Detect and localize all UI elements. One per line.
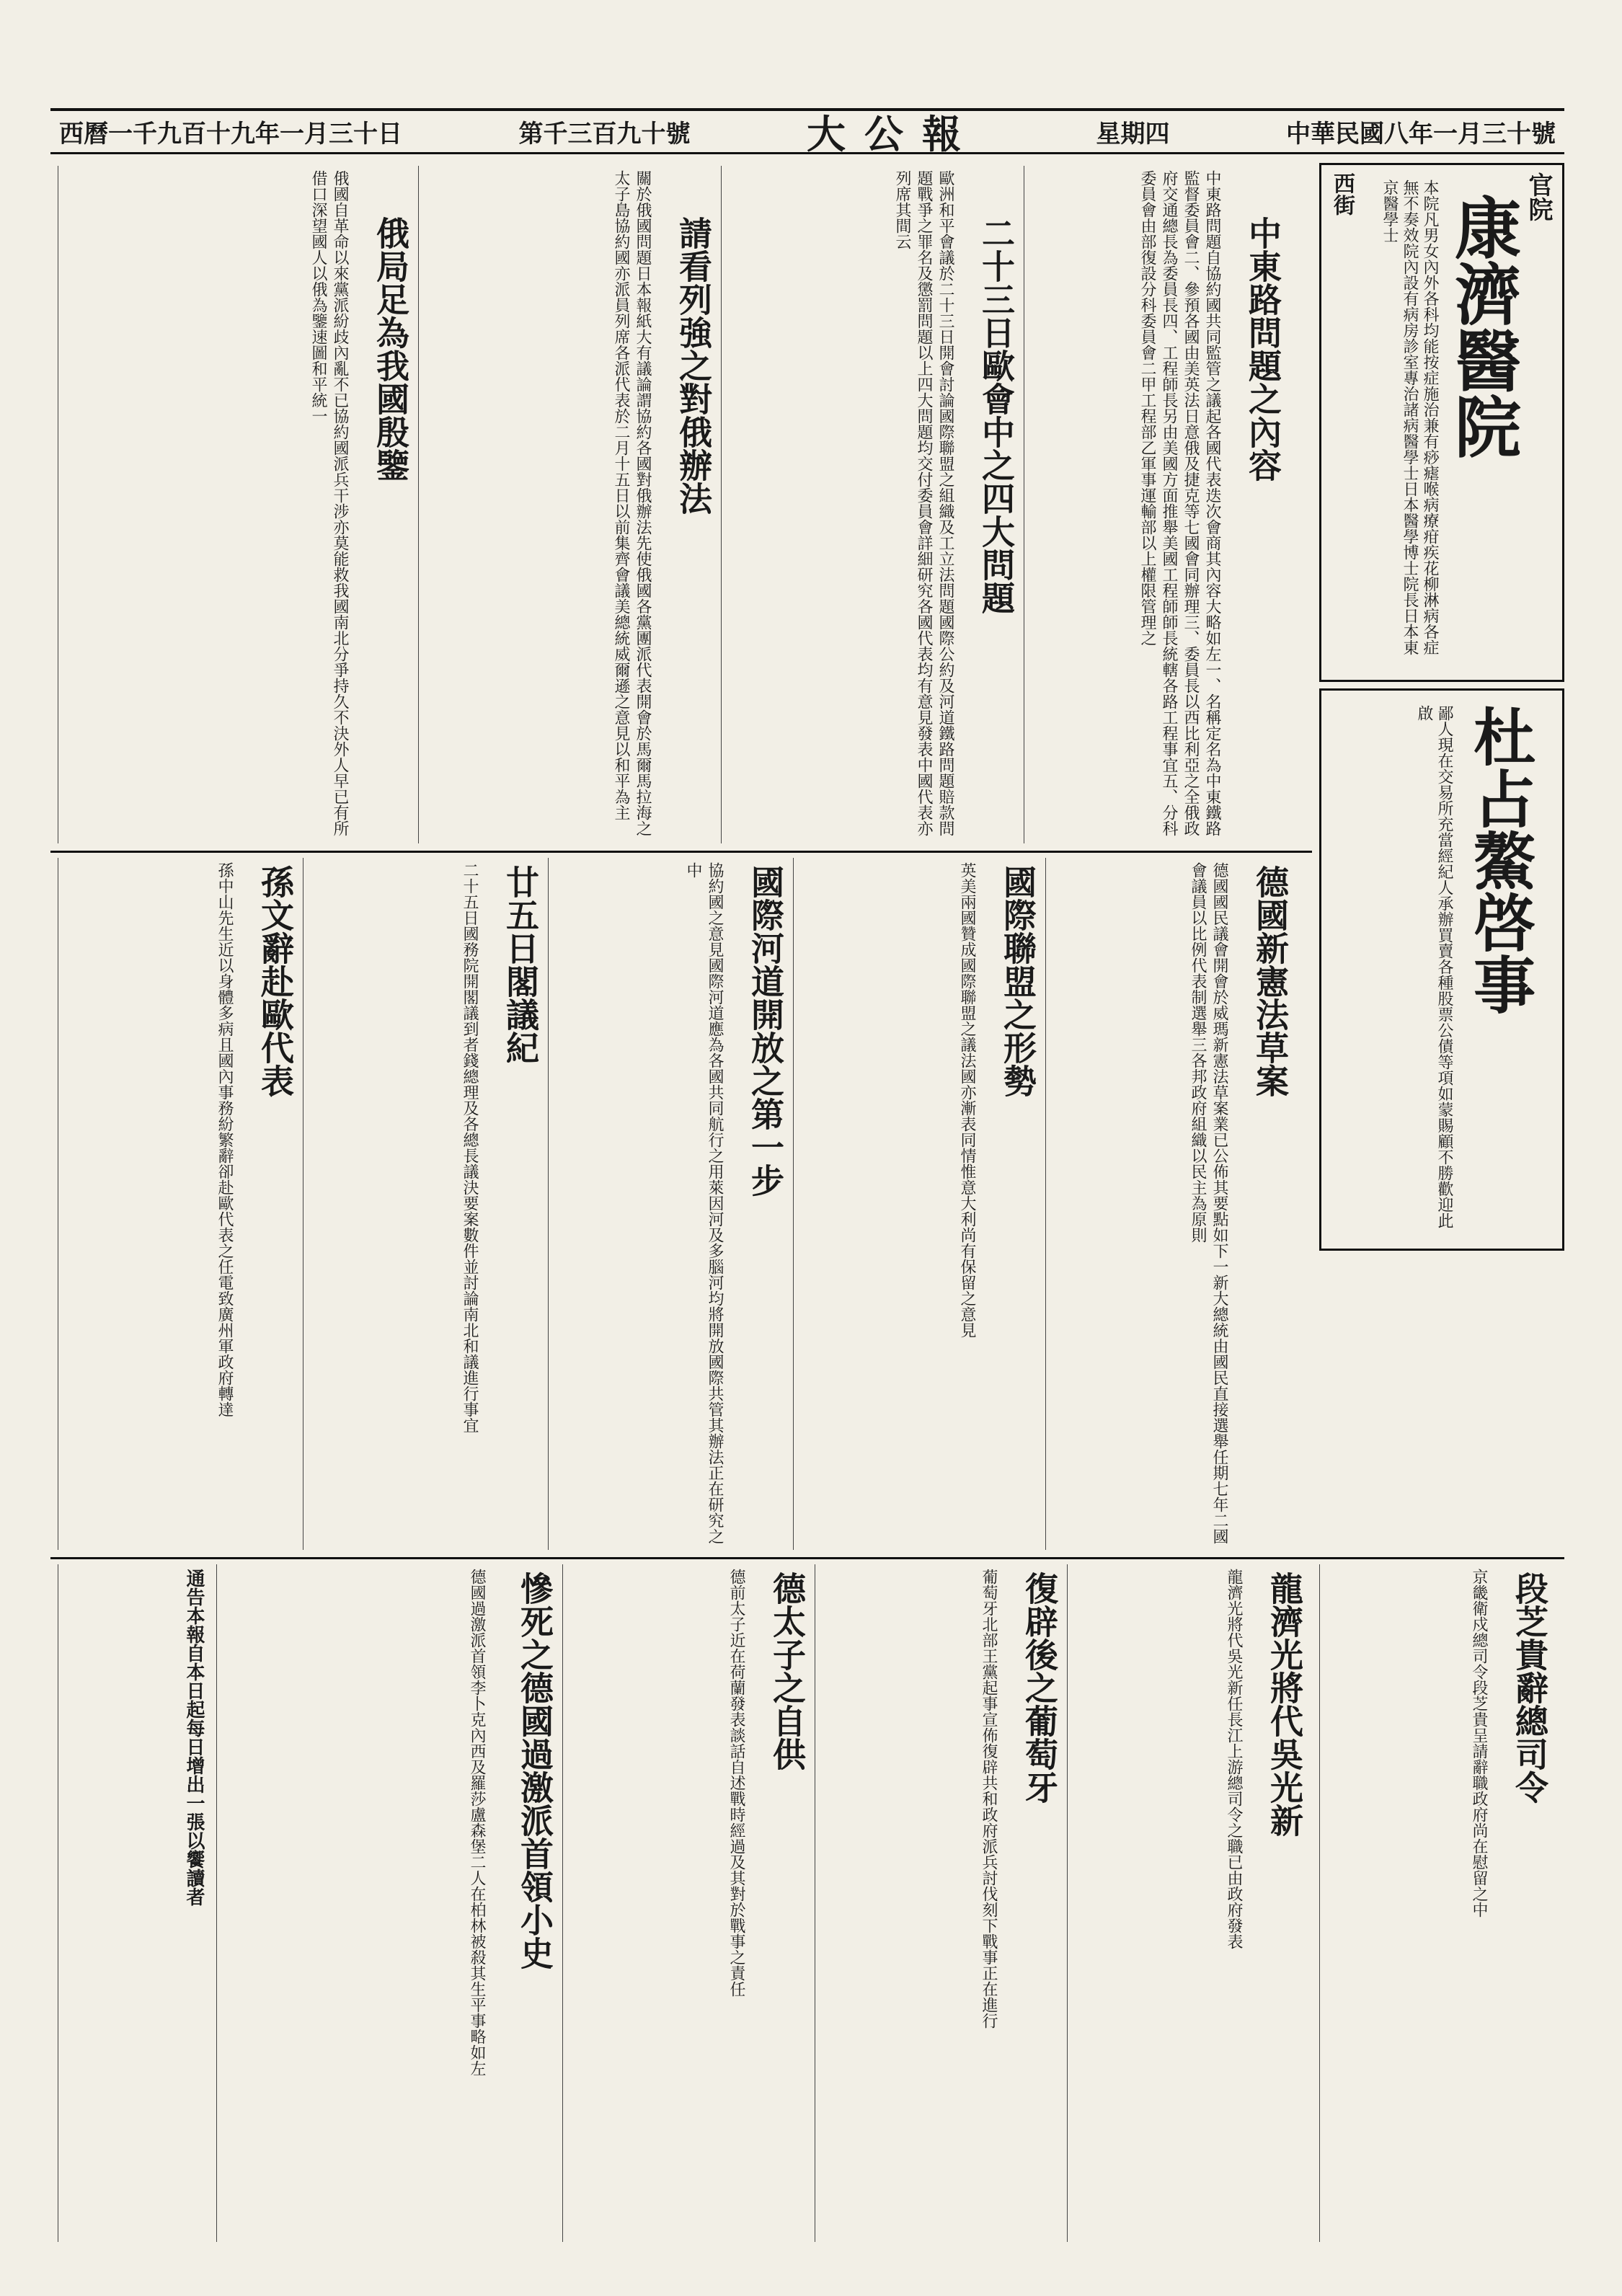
- headline-article-7: 國際河道開放之第一步: [746, 865, 785, 1197]
- masthead-paper-name: 大公報: [807, 111, 980, 157]
- headline-article-6: 國際聯盟之形勢: [998, 865, 1037, 1097]
- headline-article-14: 慘死之德國過激派首領小史: [515, 1572, 554, 1969]
- ad-duzhan-text: 鄙人現在交易所充當經紀人承辦買賣各種股票公債等項如蒙賜顧不勝歡迎此啟: [1415, 705, 1453, 1228]
- article-13-text: 德前太子近在荷蘭發表談話自述戰時經過及其對於戰事之責任: [562, 1564, 750, 2242]
- headline-article-5: 德國新憲法草案: [1251, 865, 1290, 1097]
- headline-article-4: 俄局足為我國殷鑒: [371, 216, 410, 482]
- ad-duzhan-title: 杜占鰲啓事: [1463, 705, 1535, 1015]
- ad-kangji-side-right: 官院: [1524, 172, 1553, 221]
- divider-row1: [50, 851, 1312, 853]
- ad-kangji: [1319, 163, 1564, 682]
- article-6-text: 英美兩國贊成國際聯盟之議法國亦漸表同情惟意大利尚有保留之意見: [793, 858, 980, 1550]
- article-10-text: 京畿衛戍總司令段芝貴呈請辭職政府尚在慰留之中: [1319, 1564, 1492, 2242]
- headline-article-2: 二十三日歐會中之四大問題: [977, 216, 1016, 614]
- article-9-text: 孫中山先生近以身體多病且國內事務紛繁辭卻赴歐代表之任電致廣州軍政府轉達: [58, 858, 238, 1550]
- article-8-text: 二十五日國務院開閣議到者錢總理及各總長議決要案數件並討論南北和議進行事宜: [303, 858, 483, 1550]
- headline-article-1: 中東路問題之內容: [1244, 216, 1282, 482]
- ad-kangji-side-left: 西街: [1329, 172, 1355, 216]
- article-3-text: 關於俄國問題日本報紙大有議論謂協約各國對俄辦法先使俄國各黨團派代表開會於馬爾馬拉海之太子島協約國亦派員列席各派代表於二月十五日以前集齊會議美總統威爾遜之意見以和平為主: [418, 166, 656, 843]
- article-11-text: 龍濟光將代吳光新任長江上游總司令之職已由政府發表: [1067, 1564, 1247, 2242]
- divider-row2: [50, 1557, 1564, 1559]
- masthead-issue-no: 第千三百九十號: [518, 120, 691, 149]
- article-2-text: 歐洲和平會議於二十三日開會討論國際聯盟之組織及工立法問題國際公約及河道鐵路問題賠款問題戰爭之罪名及懲罰問題以上四大問題均交付委員會詳細研究各國代表均有意見發表中國代表亦列席其間云: [721, 166, 959, 843]
- headline-article-13: 德太子之自供: [768, 1572, 807, 1770]
- masthead: [50, 108, 1564, 157]
- headline-article-8: 廿五日閣議紀: [501, 865, 540, 1064]
- masthead-date-republic: 中華民國八年一月三十號: [1286, 120, 1556, 149]
- article-1-text: 中東路問題自協約國共同監管之議起各國代表迭次會商其內容大略如左一、名稱定名為中東鐵路監督委員會二、參預各國由美英法日意俄及捷克等七國會同辦理三、委員長以西比利亞之全俄政府交通總長為委員長四、工程師長另由美國方面推舉美國工程師師長統轄各路工程事宜五、分科委員會由部復設分科委員會二甲工程部乙軍事運輸部以上權限管理之: [1024, 166, 1226, 843]
- article-5-text: 德國國民議會開會於威瑪新憲法草案業已公佈其要點如下一新大總統由國民直接選舉任期七年二國會議員以比例代表制選舉三各邦政府組織以民主為原則: [1045, 858, 1233, 1550]
- masthead-date-western: 西曆一千九百十九年一月三十日: [59, 120, 402, 149]
- article-14-text: 德國過激派首領李卜克內西及羅莎盧森堡二人在柏林被殺其生平事略如左: [216, 1564, 490, 2242]
- headline-article-3: 請看列強之對俄辦法: [674, 216, 713, 515]
- masthead-weekday: 星期四: [1096, 120, 1170, 149]
- article-4-text: 俄國自革命以來黨派紛歧內亂不已協約國派兵干涉亦莫能救我國南北分爭持久不決外人早已有所借口深望國人以俄為鑒速圖和平統一: [58, 166, 353, 843]
- ad-kangji-title: 康濟醫院: [1444, 194, 1522, 459]
- headline-article-9: 孫文辭赴歐代表: [256, 865, 295, 1097]
- article-12-text: 葡萄牙北部王黨起事宣佈復辟共和政府派兵討伐刻下戰事正在進行: [815, 1564, 1002, 2242]
- headline-article-12: 復辟後之葡萄牙: [1020, 1572, 1059, 1804]
- footer-note: 通告本報自本日起每日增出一張以饗讀者: [58, 1564, 209, 2242]
- ad-duzhan: [1319, 688, 1564, 1251]
- headline-article-10: 段芝貴辭總司令: [1510, 1572, 1549, 1804]
- article-7-text: 協約國之意見國際河道應為各國共同航行之用萊因河及多腦河均將開放國際共管其辦法正在研究之中: [548, 858, 728, 1550]
- ad-kangji-text: 本院凡男女內外各科均能按症施治兼有痧瘧喉病療疳疾花柳淋病各症無不奏效院內設有病房診室專治諸病醫學士日本醫學博士院長日本東京醫學士: [1381, 179, 1439, 655]
- headline-article-11: 龍濟光將代吳光新: [1265, 1572, 1304, 1837]
